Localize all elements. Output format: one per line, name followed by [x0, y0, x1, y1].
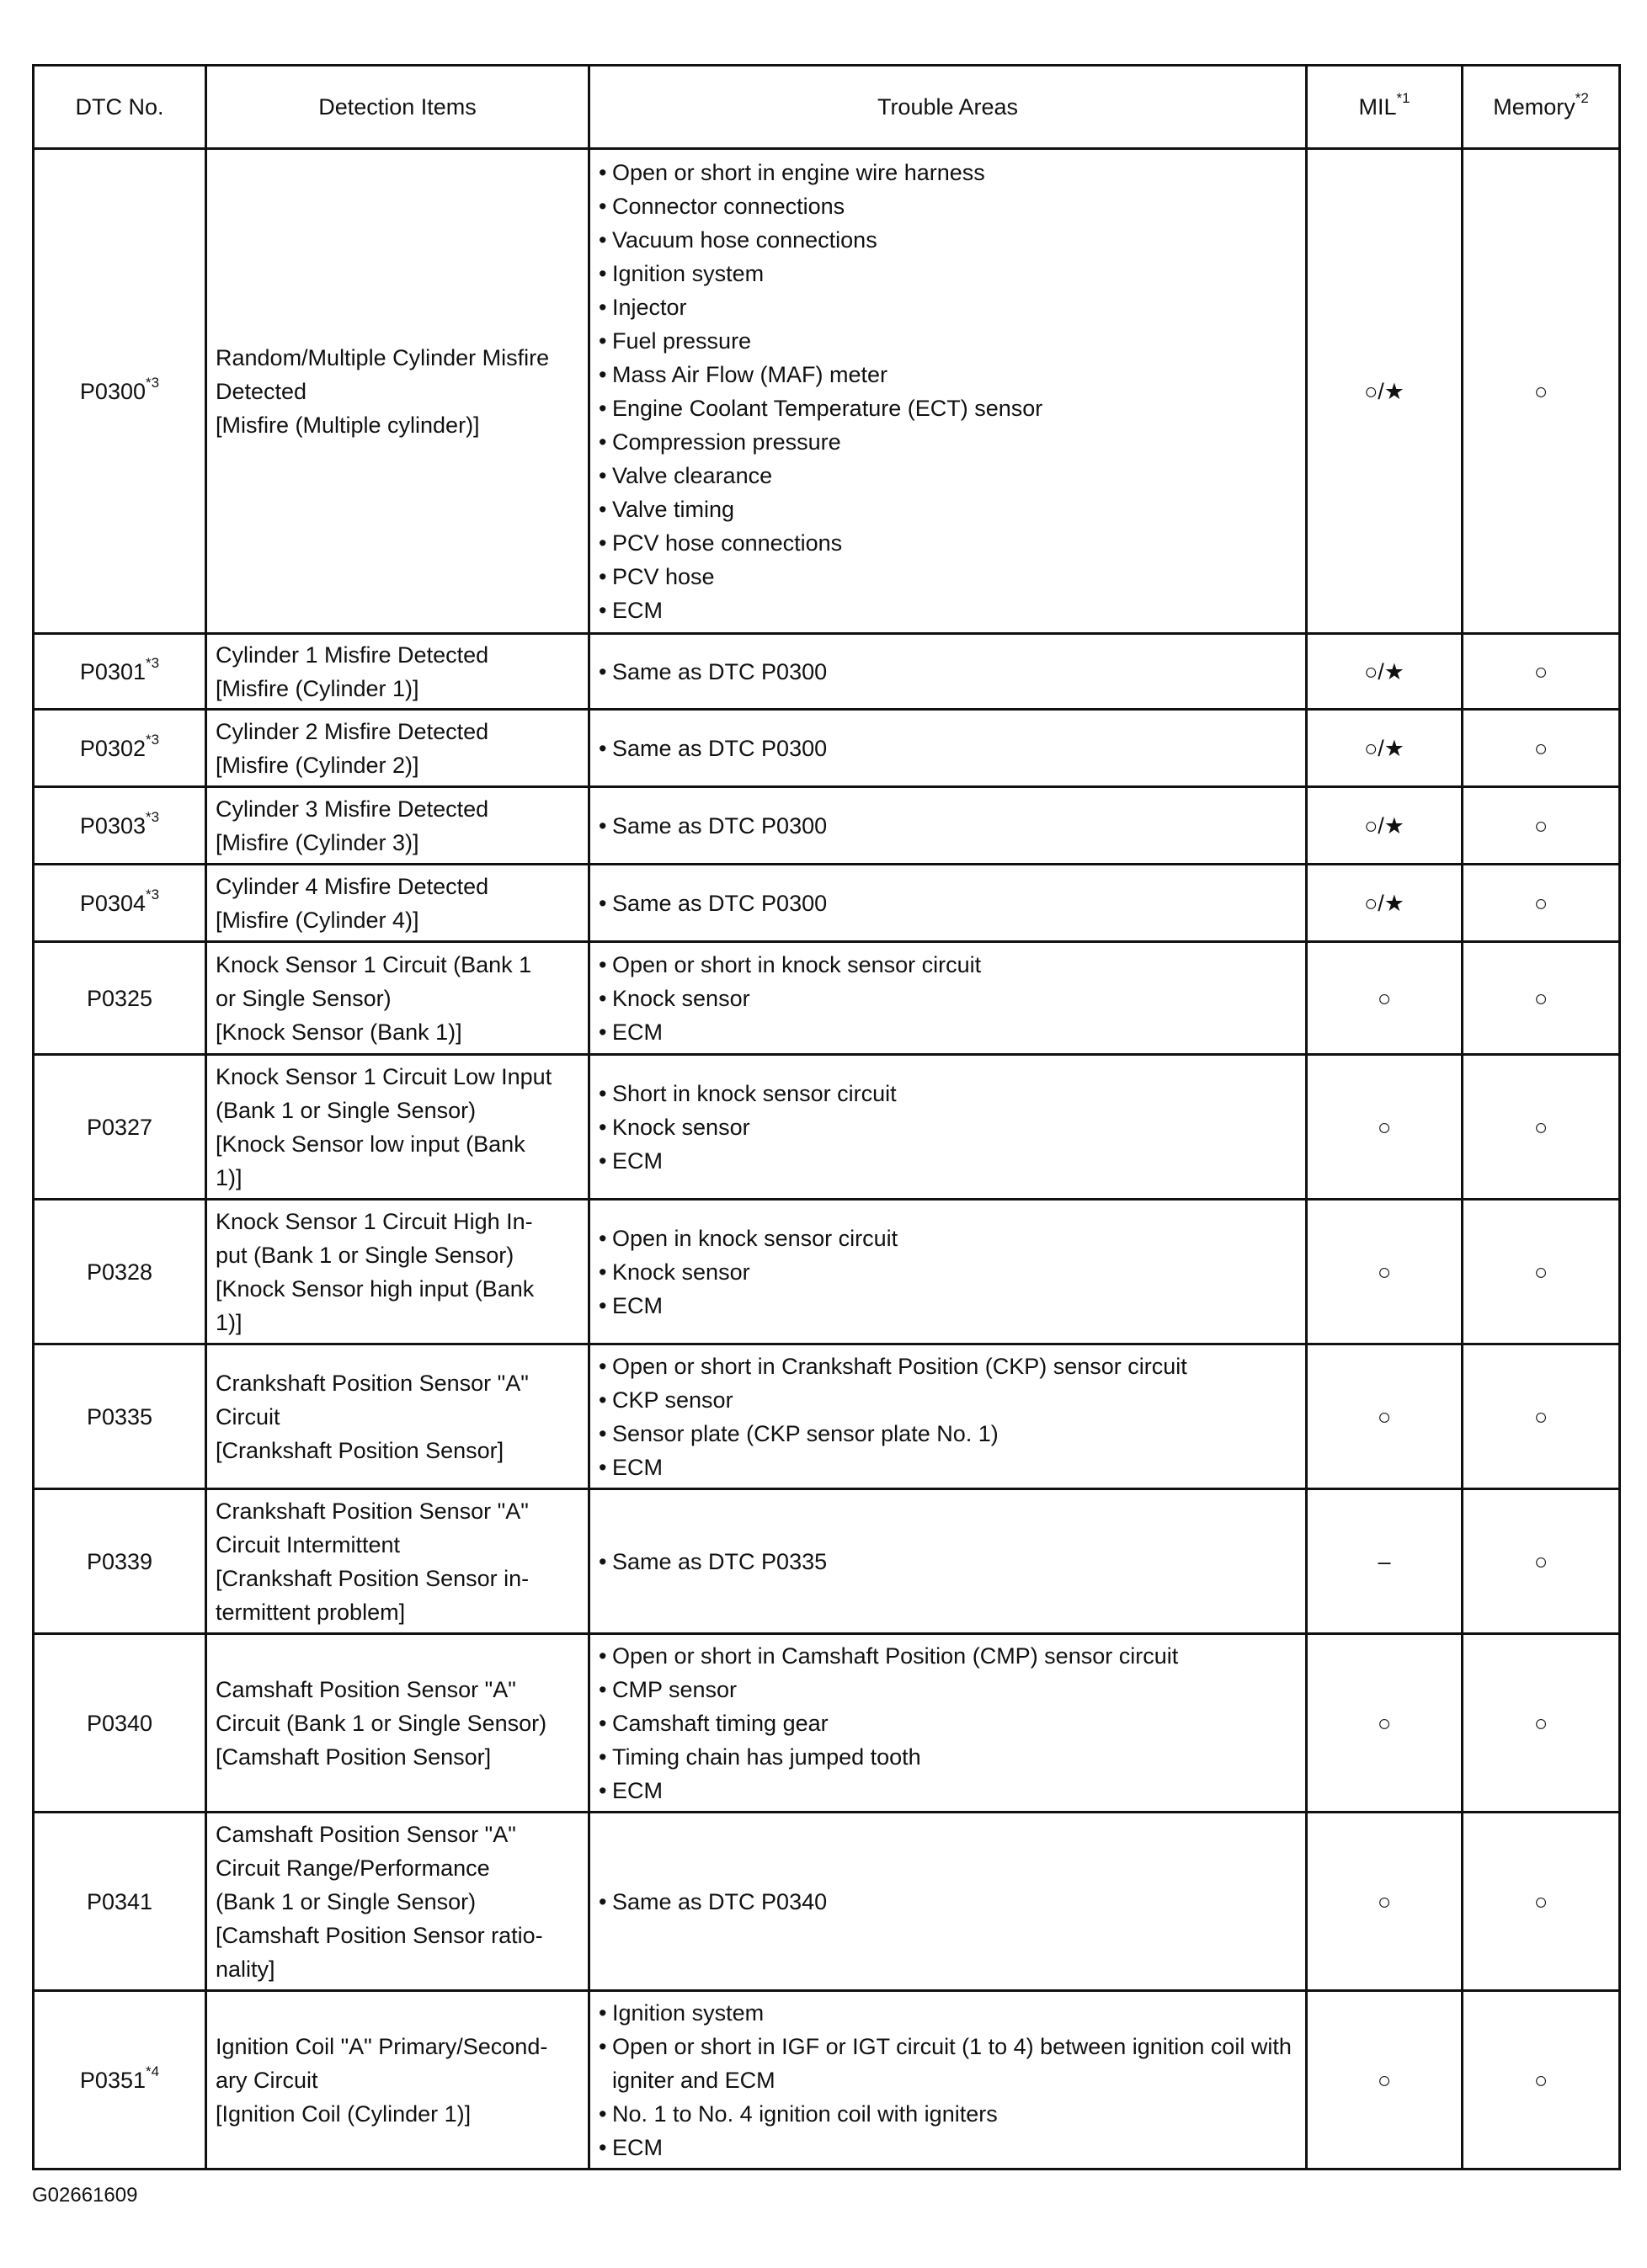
header-memory: Memory$^{*2}$: [1463, 66, 1620, 149]
memory-status: ○: [1463, 942, 1620, 1055]
trouble-area-list: [599, 1996, 1297, 2164]
trouble-area-item: • PCV hose: [599, 560, 1297, 594]
trouble-areas: [589, 1200, 1307, 1344]
table-row: [34, 1200, 1620, 1344]
trouble-area-item: • Same as DTC P0300: [599, 655, 1297, 689]
trouble-area-list: [599, 886, 1297, 920]
trouble-area-item: • ECM: [599, 1774, 1297, 1807]
detection-line: Cylinder 4 Misfire Detected: [216, 873, 489, 899]
trouble-area-item: • Mass Air Flow (MAF) meter: [599, 358, 1297, 391]
trouble-area-list: [599, 156, 1297, 627]
dtc-code-text: P0325: [86, 985, 153, 1011]
detection-item: [206, 1634, 589, 1813]
trouble-area-item: • Sensor plate (CKP sensor plate No. 1): [599, 1417, 1297, 1451]
trouble-area-item: • Open or short in knock sensor circuit: [599, 948, 1297, 982]
trouble-area-item: • Knock sensor: [599, 1110, 1297, 1144]
memory-status: ○: [1463, 1991, 1620, 2170]
detection-line: Circuit Range/Performance: [216, 1855, 490, 1881]
dtc-code: [34, 1344, 206, 1489]
memory-status: ○: [1463, 1200, 1620, 1344]
dtc-table-body: [34, 149, 1620, 2170]
detection-line: Crankshaft Position Sensor "A": [216, 1370, 529, 1396]
detection-line: Camshaft Position Sensor "A": [216, 1676, 516, 1702]
trouble-area-item: • Short in knock sensor circuit: [599, 1077, 1297, 1110]
detection-line: [Knock Sensor high input (Bank: [216, 1275, 535, 1302]
trouble-area-item: • No. 1 to No. 4 ignition coil with igniters: [599, 2097, 1297, 2131]
trouble-areas: [589, 1055, 1307, 1200]
table-row: [34, 1344, 1620, 1489]
trouble-area-list: [599, 1545, 1297, 1579]
detection-item: [206, 1344, 589, 1489]
detection-line: Detected: [216, 378, 307, 404]
trouble-area-list: [599, 948, 1297, 1049]
trouble-area-list: [599, 809, 1297, 843]
memory-status: ○: [1463, 1344, 1620, 1489]
detection-line: Knock Sensor 1 Circuit Low Input: [216, 1063, 552, 1089]
detection-line: [Camshaft Position Sensor]: [216, 1744, 492, 1770]
trouble-areas: [589, 1634, 1307, 1813]
dtc-code: [34, 1489, 206, 1634]
detection-item: [206, 1200, 589, 1344]
dtc-code: [34, 1813, 206, 1991]
detection-line: nality]: [216, 1956, 275, 1982]
detection-item: [206, 942, 589, 1055]
detection-item: [206, 149, 589, 634]
header-trouble: Trouble Areas: [589, 66, 1307, 149]
detection-line: [Misfire (Cylinder 2)]: [216, 752, 419, 778]
memory-status: ○: [1463, 634, 1620, 710]
detection-item: [206, 865, 589, 942]
dtc-code: [34, 942, 206, 1055]
dtc-footnote: *3: [146, 654, 160, 671]
dtc-code-text: P0327: [86, 1114, 153, 1140]
trouble-area-item: • Valve timing: [599, 492, 1297, 526]
detection-line: 1)]: [216, 1164, 243, 1190]
memory-status: ○: [1463, 1813, 1620, 1991]
trouble-area-item: • Open or short in Camshaft Position (CMP) sensor circuit: [599, 1639, 1297, 1673]
memory-status: ○: [1463, 787, 1620, 865]
header-mil: MIL$^{*1}$: [1307, 66, 1463, 149]
dtc-code-text: P0301: [79, 658, 146, 684]
dtc-code-text: P0339: [86, 1548, 153, 1574]
trouble-area-item: • Same as DTC P0300: [599, 732, 1297, 765]
dtc-code: [34, 1055, 206, 1200]
dtc-footnote: *3: [146, 374, 160, 391]
dtc-code-text: P0302: [79, 735, 146, 761]
detection-line: [Misfire (Multiple cylinder)]: [216, 412, 480, 438]
trouble-areas: [589, 1813, 1307, 1991]
trouble-area-list: [599, 1222, 1297, 1323]
trouble-areas: [589, 1344, 1307, 1489]
table-row: [34, 1991, 1620, 2170]
trouble-area-item: • ECM: [599, 2131, 1297, 2164]
detection-line: [Crankshaft Position Sensor]: [216, 1437, 504, 1463]
trouble-area-item: • Same as DTC P0300: [599, 809, 1297, 843]
detection-line: [Crankshaft Position Sensor in-: [216, 1565, 530, 1591]
header-detection: Detection Items: [206, 66, 589, 149]
dtc-code-text: P0300: [79, 378, 146, 404]
dtc-code: [34, 634, 206, 710]
trouble-area-item: • Engine Coolant Temperature (ECT) sensor: [599, 391, 1297, 425]
mil-status: ○: [1307, 1200, 1463, 1344]
dtc-code: [34, 1634, 206, 1813]
dtc-code-text: P0335: [86, 1403, 153, 1429]
detection-line: Circuit: [216, 1403, 280, 1429]
detection-line: [Ignition Coil (Cylinder 1)]: [216, 2100, 472, 2127]
trouble-area-item: • Ignition system: [599, 1996, 1297, 2030]
detection-line: (Bank 1 or Single Sensor): [216, 1097, 477, 1123]
memory-status: ○: [1463, 865, 1620, 942]
trouble-area-item: • Ignition system: [599, 257, 1297, 290]
trouble-area-item: • ECM: [599, 1451, 1297, 1484]
mil-status: ○/★: [1307, 149, 1463, 634]
table-row: [34, 787, 1620, 865]
detection-line: [Misfire (Cylinder 4)]: [216, 907, 419, 933]
detection-line: Camshaft Position Sensor "A": [216, 1821, 516, 1847]
dtc-code-text: P0340: [86, 1710, 153, 1736]
trouble-area-item: • ECM: [599, 594, 1297, 627]
detection-line: 1)]: [216, 1309, 243, 1335]
dtc-code-text: P0328: [86, 1259, 153, 1285]
detection-line: Knock Sensor 1 Circuit (Bank 1: [216, 951, 532, 977]
detection-line: Crankshaft Position Sensor "A": [216, 1498, 529, 1524]
mil-status: ○/★: [1307, 710, 1463, 787]
trouble-area-item: • CKP sensor: [599, 1383, 1297, 1417]
trouble-area-item: • Compression pressure: [599, 425, 1297, 459]
trouble-areas: [589, 787, 1307, 865]
header-dtc: DTC No.: [34, 66, 206, 149]
trouble-area-item: • Open or short in Crankshaft Position (CKP) sensor circuit: [599, 1350, 1297, 1383]
detection-line: Cylinder 3 Misfire Detected: [216, 796, 489, 822]
table-row: [34, 149, 1620, 634]
trouble-areas: [589, 1489, 1307, 1634]
trouble-area-item: • Same as DTC P0300: [599, 886, 1297, 920]
trouble-areas: [589, 865, 1307, 942]
dtc-code-text: P0303: [79, 812, 146, 839]
dtc-code-text: P0304: [79, 890, 146, 916]
memory-status: ○: [1463, 1634, 1620, 1813]
trouble-area-item: • Connector connections: [599, 189, 1297, 223]
detection-line: Ignition Coil "A" Primary/Second-: [216, 2033, 548, 2059]
detection-item: [206, 634, 589, 710]
mil-status: ○: [1307, 1991, 1463, 2170]
trouble-area-item: • ECM: [599, 1015, 1297, 1049]
trouble-areas: [589, 710, 1307, 787]
dtc-code: [34, 1200, 206, 1344]
detection-line: put (Bank 1 or Single Sensor): [216, 1242, 514, 1268]
dtc-code: [34, 149, 206, 634]
detection-line: Knock Sensor 1 Circuit High In-: [216, 1208, 533, 1234]
figure-id: G02661609: [32, 2184, 138, 2207]
dtc-code-text: P0351: [79, 2067, 146, 2093]
detection-line: or Single Sensor): [216, 985, 392, 1011]
table-row: [34, 1055, 1620, 1200]
dtc-code-text: P0341: [86, 1888, 153, 1914]
mil-status: ○: [1307, 1055, 1463, 1200]
trouble-area-item: • Knock sensor: [599, 1255, 1297, 1289]
dtc-code: [34, 1991, 206, 2170]
trouble-areas: [589, 942, 1307, 1055]
detection-line: Cylinder 1 Misfire Detected: [216, 642, 489, 668]
trouble-area-item: • Fuel pressure: [599, 324, 1297, 358]
trouble-area-item: • Valve clearance: [599, 459, 1297, 492]
mil-status: ○: [1307, 1813, 1463, 1991]
trouble-areas: [589, 149, 1307, 634]
mil-status: –: [1307, 1489, 1463, 1634]
dtc-code: [34, 710, 206, 787]
detection-item: [206, 1991, 589, 2170]
mil-status: ○: [1307, 1634, 1463, 1813]
table-row: [34, 865, 1620, 942]
header-row: [34, 66, 1620, 149]
trouble-area-list: [599, 1077, 1297, 1178]
trouble-area-item: • CMP sensor: [599, 1673, 1297, 1706]
detection-line: [Misfire (Cylinder 3)]: [216, 829, 419, 855]
trouble-area-item: • Injector: [599, 290, 1297, 324]
trouble-area-item: • ECM: [599, 1289, 1297, 1323]
trouble-area-list: [599, 1350, 1297, 1484]
detection-line: [Camshaft Position Sensor ratio-: [216, 1922, 543, 1948]
dtc-footnote: *4: [146, 2063, 160, 2079]
trouble-area-item: • Timing chain has jumped tooth: [599, 1740, 1297, 1774]
detection-line: termittent problem]: [216, 1599, 406, 1625]
dtc-code: [34, 787, 206, 865]
trouble-area-item: • Open in knock sensor circuit: [599, 1222, 1297, 1255]
trouble-areas: [589, 634, 1307, 710]
trouble-area-item: • Same as DTC P0340: [599, 1885, 1297, 1919]
trouble-area-item: • Camshaft timing gear: [599, 1706, 1297, 1740]
table-row: [34, 942, 1620, 1055]
trouble-area-list: [599, 655, 1297, 689]
dtc-table: [32, 64, 1621, 2170]
detection-line: Cylinder 2 Misfire Detected: [216, 718, 489, 744]
table-row: [34, 1489, 1620, 1634]
detection-line: Circuit Intermittent: [216, 1531, 401, 1557]
trouble-area-item: • ECM: [599, 1144, 1297, 1178]
trouble-area-item: • PCV hose connections: [599, 526, 1297, 560]
detection-line: Random/Multiple Cylinder Misfire: [216, 344, 550, 370]
mil-status: ○: [1307, 942, 1463, 1055]
trouble-area-item: • Open or short in engine wire harness: [599, 156, 1297, 189]
memory-status: ○: [1463, 710, 1620, 787]
detection-item: [206, 787, 589, 865]
dtc-footnote: *3: [146, 808, 160, 825]
trouble-area-list: [599, 732, 1297, 765]
mil-footnote: *1: [1396, 90, 1410, 106]
detection-line: [Misfire (Cylinder 1)]: [216, 675, 419, 701]
mil-status: ○/★: [1307, 865, 1463, 942]
table-row: [34, 710, 1620, 787]
memory-status: ○: [1463, 1489, 1620, 1634]
memory-footnote: *2: [1575, 90, 1589, 106]
table-row: [34, 1634, 1620, 1813]
trouble-area-item: • Same as DTC P0335: [599, 1545, 1297, 1579]
detection-line: [Knock Sensor (Bank 1)]: [216, 1019, 462, 1045]
detection-line: [Knock Sensor low input (Bank: [216, 1131, 525, 1157]
trouble-area-list: [599, 1885, 1297, 1919]
trouble-area-item: • Open or short in IGF or IGT circuit (1 to 4) between ignition coil with igniter and ECM: [599, 2030, 1297, 2097]
trouble-areas: [589, 1991, 1307, 2170]
detection-item: [206, 1055, 589, 1200]
detection-line: (Bank 1 or Single Sensor): [216, 1888, 477, 1914]
dtc-footnote: *3: [146, 886, 160, 902]
trouble-area-list: [599, 1639, 1297, 1807]
mil-status: ○: [1307, 1344, 1463, 1489]
dtc-code: [34, 865, 206, 942]
memory-status: ○: [1463, 1055, 1620, 1200]
mil-status: ○/★: [1307, 634, 1463, 710]
table-row: [34, 1813, 1620, 1991]
mil-status: ○/★: [1307, 787, 1463, 865]
detection-item: [206, 710, 589, 787]
trouble-area-item: • Vacuum hose connections: [599, 223, 1297, 257]
table-row: [34, 634, 1620, 710]
detection-item: [206, 1813, 589, 1991]
dtc-footnote: *3: [146, 731, 160, 748]
trouble-area-item: • Knock sensor: [599, 982, 1297, 1015]
detection-item: [206, 1489, 589, 1634]
detection-line: Circuit (Bank 1 or Single Sensor): [216, 1710, 547, 1736]
detection-line: ary Circuit: [216, 2067, 318, 2093]
memory-status: ○: [1463, 149, 1620, 634]
